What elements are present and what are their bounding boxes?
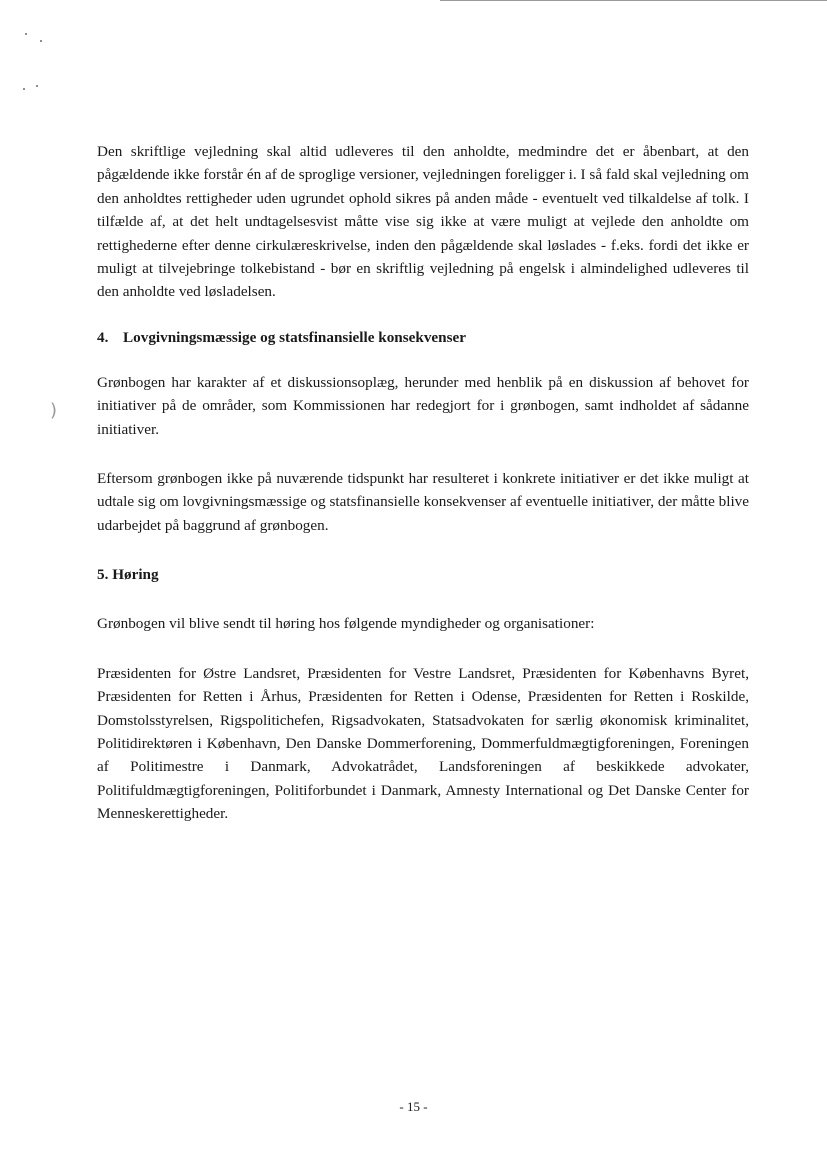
section-heading-5 [97, 563, 749, 586]
paragraph-consultation-list: Præsidenten for Østre Landsret, Præsidenten for Vestre Landsret, Præsidenten for Københavns Byret, Præsidenten for Retten i Århus, Præsidenten for Retten i Odense, Præsidenten for Retten i Roskilde, Domstolsstyrelsen, Rigspolitichefen, Rigsadvokaten, Statsadvokaten for særlig økonomisk kriminalitet, Politidirektøren i København, Den Danske Dommerforening, Dommerfuldmægtigforeningen, Foreningen af Politimestre i Danmark, Advokatrådet, Landsforeningen af beskikkede advokater, Politifuldmægtigforeningen, Politiforbundet i Danmark, Amnesty International og Det Danske Center for Menneskerettigheder. [97, 664, 749, 823]
section-heading-4 [97, 326, 749, 349]
scan-speck [40, 40, 42, 42]
section-title: Lovgivningsmæssige og statsfinansielle konsekvenser [123, 328, 467, 346]
paragraph-written-guidance: Den skriftlige vejledning skal altid udleveres til den anholdte, medmindre det er åbenbart, at den pågældende ikke forstår én af de sproglige versioner, vejledningen foreligger i. I så fald skal vejledning om den anholdtes rettigheder uden ugrundet ophold sikres på anden måde - eventuelt ved tilkaldelse af tolk. I tilfælde af, at det helt undtagelsesvist måtte vise sig ikke at være muligt at vejlede den anholdte om rettighederne efter denne cirkulæreskrivelse, inden den pågældende skal løslades - f.eks. fordi det ikke er muligt at tilvejebringe tolkebistand - bør en skriftlig vejledning på engelsk i almindelighed udleveres til den anholdte ved løsladelsen. [97, 143, 749, 301]
scan-speck [23, 88, 25, 90]
scan-border-line [440, 0, 827, 1]
section-number: 4. [97, 328, 109, 346]
scan-speck [36, 85, 38, 87]
section-title: Høring [112, 566, 159, 584]
section-number: 5. [97, 566, 109, 584]
document-body [97, 140, 749, 826]
paragraph-green-paper-character: Grønbogen har karakter af et diskussionsoplæg, herunder med henblik på en diskussion af behovet for initiativer på de områder, som Kommissionen har redegjort for i grønbogen, samt indholdet af sådanne initiativer. [97, 373, 749, 438]
paragraph-consequences: Eftersom grønbogen ikke på nuværende tidspunkt har resulteret i konkrete initiativer er det ikke muligt at udtale sig om lovgivningsmæssige og statsfinansielle konsekvenser af eventuelle initiativer, der måtte blive udarbejdet på baggrund af grønbogen. [97, 470, 749, 534]
margin-bracket-mark: ) [50, 400, 58, 421]
paragraph-consultation-intro: Grønbogen vil blive sendt til høring hos følgende myndigheder og organisationer: [97, 615, 595, 633]
scan-speck [25, 33, 27, 35]
page-number: - 15 - [399, 1099, 428, 1114]
